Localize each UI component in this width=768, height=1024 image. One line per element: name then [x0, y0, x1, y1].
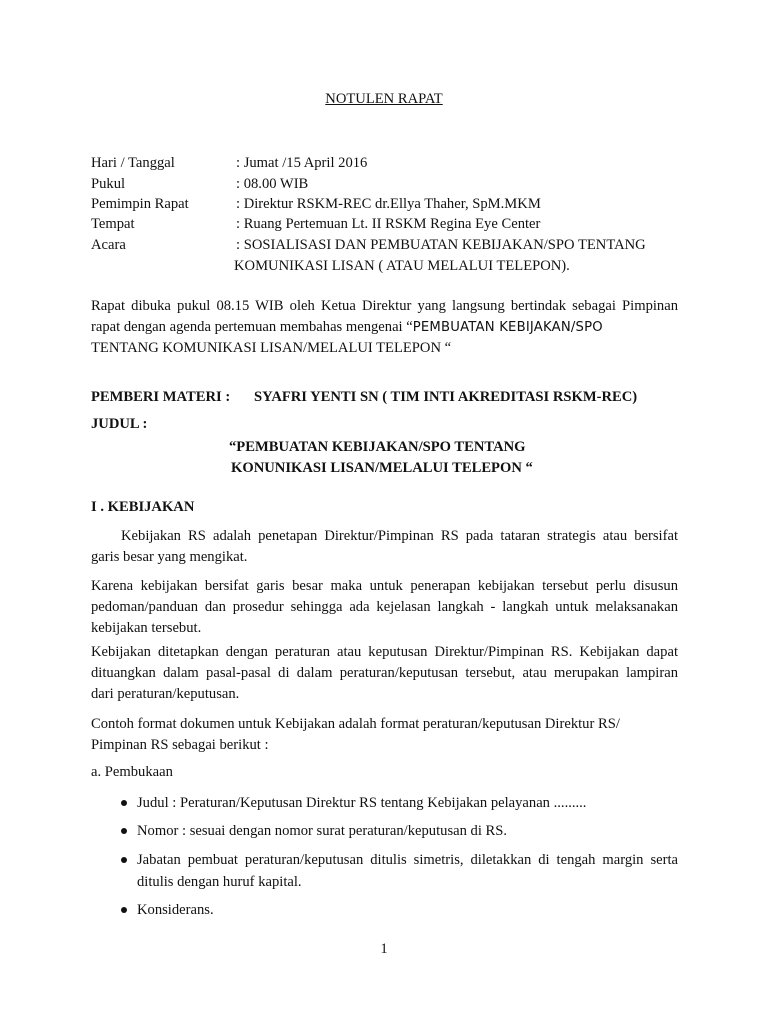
- judul-line-2: KONUNIKASI LISAN/MELALUI TELEPON “: [231, 460, 533, 476]
- bullet-1-line-1: Judul : Peraturan/Keputusan Direktur RS tentang Kebijakan pelayanan .........: [137, 795, 587, 811]
- paragraph-1-line-1: Kebijakan RS adalah penetapan Direktur/Pimpinan RS pada tataran strategis atau bersifat: [121, 528, 678, 544]
- paragraph-4-line-2: Pimpinan RS sebagai berikut :: [91, 737, 269, 753]
- meta-label-agenda: Acara: [91, 237, 126, 253]
- list-label: a. Pembukaan: [91, 764, 173, 780]
- opening-line-2a: rapat dengan agenda pertemuan membahas mengenai “: [91, 319, 413, 335]
- bullet-4-line-1: Konsiderans.: [137, 902, 214, 918]
- opening-line-3: TENTANG KOMUNIKASI LISAN/MELALUI TELEPON “: [91, 340, 452, 356]
- paragraph-2-line-2: pedoman/panduan dan prosedur sehingga ada kejelasan langkah - langkah untuk melaksanakan: [91, 599, 678, 615]
- bullet-3-line-1: Jabatan pembuat peraturan/keputusan ditulis simetris, diletakkan di tengah margin serta: [137, 852, 678, 868]
- paragraph-2: [91, 576, 678, 639]
- paragraph-4-line-1: Contoh format dokumen untuk Kebijakan adalah format peraturan/keputusan Direktur RS/: [91, 716, 620, 732]
- meta-label-place: Tempat: [91, 216, 135, 232]
- opening-line-1: Rapat dibuka pukul 08.15 WIB oleh Ketua Direktur yang langsung bertindak sebagai Pimpinan: [91, 298, 678, 314]
- bullet-text-4: [137, 899, 678, 921]
- presenter-value: SYAFRI YENTI SN ( TIM INTI AKREDITASI RSKM-REC): [254, 389, 638, 405]
- judul-line-1: “PEMBUATAN KEBIJAKAN/SPO TENTANG: [229, 439, 526, 455]
- meta-value-agenda: : SOSIALISASI DAN PEMBUATAN KEBIJAKAN/SPO TENTANG: [236, 237, 646, 253]
- meta-label-time: Pukul: [91, 176, 126, 192]
- bullet-icon: [121, 800, 127, 806]
- bullet-text-2: [137, 820, 678, 842]
- bullet-icon: [121, 907, 127, 913]
- presenter-label: PEMBERI MATERI :: [91, 389, 231, 405]
- paragraph-2-line-1: Karena kebijakan bersifat garis besar maka untuk penerapan kebijakan tersebut perlu disusun: [91, 578, 678, 594]
- bullet-icon: [121, 828, 127, 834]
- opening-line-2: [91, 317, 678, 338]
- paragraph-3-line-2: dituangkan dalam pasal-pasal di dalam peraturan/keputusan tersebut, atau merupakan lampiran: [91, 665, 678, 681]
- paragraph-3: [91, 642, 678, 705]
- bullet-2-line-1: Nomor : sesuai dengan nomor surat peraturan/keputusan di RS.: [137, 823, 508, 839]
- meta-label-leader: Pemimpin Rapat: [91, 196, 189, 212]
- paragraph-1: [91, 526, 678, 568]
- section-heading: I . KEBIJAKAN: [91, 499, 195, 515]
- opening-line-2b: PEMBUATAN KEBIJAKAN/SPO: [412, 320, 603, 335]
- meta-value-agenda-continued: KOMUNIKASI LISAN ( ATAU MELALUI TELEPON).: [234, 258, 570, 274]
- page-number: 1: [380, 941, 388, 957]
- meta-value-leader: : Direktur RSKM-REC dr.Ellya Thaher, SpM.MKM: [236, 196, 541, 212]
- document-title: NOTULEN RAPAT: [325, 91, 443, 107]
- paragraph-3-line-1: Kebijakan ditetapkan dengan peraturan atau keputusan Direktur/Pimpinan RS. Kebijakan dapat: [91, 644, 678, 660]
- bullet-3-line-2: ditulis dengan huruf kapital.: [137, 874, 302, 890]
- opening-paragraph: [91, 296, 678, 359]
- judul-label: JUDUL :: [91, 416, 148, 432]
- bullet-text-3: [137, 849, 678, 893]
- paragraph-3-line-3: dari peraturan/keputusan.: [91, 686, 240, 702]
- meta-value-time: : 08.00 WIB: [236, 176, 309, 192]
- paragraph-1-line-2: garis besar yang mengikat.: [91, 549, 248, 565]
- paragraph-2-line-3: kebijakan tersebut.: [91, 620, 202, 636]
- bullet-icon: [121, 857, 127, 863]
- paragraph-4: [91, 714, 678, 756]
- meta-value-place: : Ruang Pertemuan Lt. II RSKM Regina Eye Center: [236, 216, 541, 232]
- meta-label-date: Hari / Tanggal: [91, 155, 175, 171]
- meta-value-date: : Jumat /15 April 2016: [236, 155, 368, 171]
- bullet-text-1: [137, 792, 678, 814]
